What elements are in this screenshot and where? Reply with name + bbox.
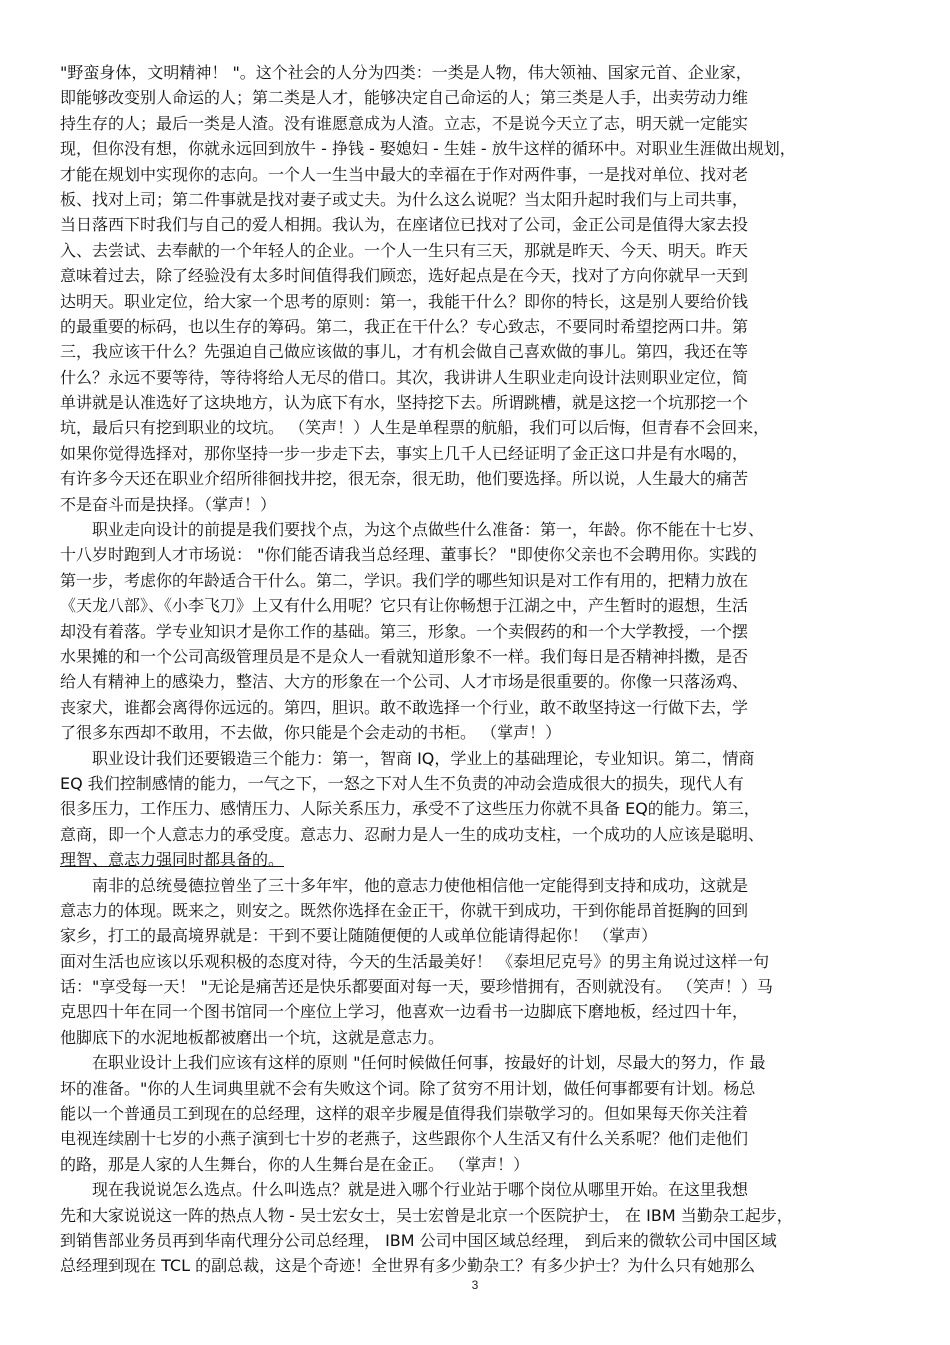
paragraph-4 — [60, 873, 890, 1051]
text-line: 意味着过去，除了经验没有太多时间值得我们顾恋，选好起点是在今天，找对了方向你就早一天到 — [60, 266, 749, 286]
text-line: 却没有着落。学专业知识才是你工作的基础。第三，形象。一个卖假药的和一个大学教授，一个摆 — [60, 621, 749, 641]
text-line: 南非的总统曼德拉曾坐了三十多年牢，他的意志力使他相信他一定能得到支持和成功，这就是 — [92, 875, 749, 895]
text-line: 意商，即一个人意志力的承受度。意志力、忍耐力是人一生的成功支柱，一个成功的人应该是聪明、 — [60, 824, 765, 844]
text-line: 了很多东西却不敢用，不去做，你只能是个会走动的书柜。 （掌声！） — [60, 723, 562, 743]
text-line: 的最重要的标码，也以生存的筹码。第二，我正在干什么？专心致志，不要同时希望挖两口井。第 — [60, 316, 749, 336]
text-line: 能以一个普通员工到现在的总经理，这样的艰辛步履是值得我们崇敬学习的。但如果每天你关注着 — [60, 1104, 749, 1124]
text-line: 持生存的人；最后一类是人渣。没有谁愿意成为人渣。立志，不是说今天立了志，明天就一定能实 — [60, 113, 749, 133]
text-line: 达明天。职业定位，给大家一个思考的原则：第一，我能干什么？即你的特长，这是别人要给价钱 — [60, 291, 749, 311]
text-line: 十八岁时跑到人才市场说： "你们能否请我当总经理、董事长？ "即使你父亲也不会聘用你。实践的 — [60, 545, 757, 565]
text-line: 如果你觉得选择对，那你坚持一步一步走下去，事实上几千人已经证明了金正这口井是有水喝的， — [60, 443, 749, 463]
text-line: 即能够改变别人命运的人；第二类是人才，能够决定自己命运的人；第三类是人手，出卖劳动力维 — [60, 88, 749, 108]
text-line: 三，我应该干什么？先强迫自己做应该做的事儿，才有机会做自己喜欢做的事儿。第四，我还在等 — [60, 342, 749, 362]
paragraph-2 — [60, 517, 890, 746]
text-line: 在职业设计上我们应该有这样的原则 "任何时候做任何事，按最好的计划，尽最大的努力，作 最 — [92, 1053, 766, 1073]
page-number: 3 — [471, 1278, 479, 1292]
document-page — [60, 60, 890, 1279]
text-line: 的路，那是人家的人生舞台，你的人生舞台是在金正。 （掌声！） — [60, 1154, 530, 1174]
text-line: 职业设计我们还要锻造三个能力：第一，智商 IQ，学业上的基础理论，专业知识。第二，情商 — [92, 748, 755, 768]
text-line: 《天龙八部》、《小李飞刀》上又有什么用呢？它只有让你畅想于江湖之中，产生暂时的遐想，生活 — [60, 596, 749, 616]
text-line: 有许多今天还在职业介绍所徘徊找井挖，很无奈，很无助，他们要选择。所以说，人生最大的痛苦 — [60, 469, 749, 489]
text-line: 水果摊的和一个公司高级管理员是不是众人一看就知道形象不一样。我们每日是否精神抖擞，是否 — [60, 646, 749, 666]
text-line: 才能在规划中实现你的志向。一个人一生当中最大的幸福在于作对两件事，一是找对单位、找对老 — [60, 164, 749, 184]
underlined-text: 理智、意志力强同时都具备的。 — [60, 850, 285, 870]
text-line: 什么？永远不要等待，等待将给人无尽的借口。其次，我讲讲人生职业走向设计法则职业定位，简 — [60, 367, 749, 387]
text-line: 板、找对上司；第二件事就是找对妻子或丈夫。为什么这么说呢？当太阳升起时我们与上司共事， — [60, 189, 749, 209]
text-line: 入、去尝试、去奉献的一个年轻人的企业。一个人一生只有三天，那就是昨天、今天、明天。昨天 — [60, 240, 749, 260]
text-line: 他脚底下的水泥地板都被磨出一个坑，这就是意志力。 — [60, 1027, 445, 1047]
text-line: EQ 我们控制感情的能力，一气之下，一怒之下对人生不负责的冲动会造成很大的损失，现代人有 — [60, 773, 744, 793]
paragraph-6 — [60, 1177, 890, 1279]
text-line: 话："享受每一天！ "无论是痛苦还是快乐都要面对每一天，要珍惜拥有，否则就没有。 （笑声！）马 — [60, 977, 773, 997]
text-line: 现，但你没有想，你就永远回到放牛 - 挣钱 - 娶媳妇 - 生娃 - 放牛这样的循环中。对职业生涯做出规划， — [60, 139, 796, 159]
text-line: 意志力的体现。既来之，则安之。既然你选择在金正干，你就干到成功，干到你能昂首挺胸的回到 — [60, 900, 749, 920]
text-line: 单讲就是认准选好了这块地方，认为底下有水，坚持挖下去。所谓跳槽，就是这挖一个坑那挖一个 — [60, 393, 749, 413]
text-line: 家乡，打工的最高境界就是：干到不要让随随便便的人或单位能请得起你！ （掌声） — [60, 926, 658, 946]
text-line: 给人有精神上的感染力，整洁、大方的形象在一个公司、人才市场是很重要的。你像一只落汤鸡、 — [60, 672, 749, 692]
text-line: 到销售部业务员再到华南代理分公司总经理， IBM 公司中国区域总经理， 到后来的微软公司中国区域 — [60, 1230, 777, 1250]
text-line: 总经理到现在 TCL 的副总裁，这是个奇迹！全世界有多少勤杂工？有多少护士？为什么只有她那么 — [60, 1256, 756, 1276]
paragraph-1 — [60, 60, 890, 517]
text-line: 电视连续剧十七岁的小燕子演到七十岁的老燕子，这些跟你个人生活又有什么关系呢？他们走他们 — [60, 1129, 749, 1149]
text-line: 不是奋斗而是抉择。（掌声！） — [60, 494, 277, 514]
text-line: 克思四十年在同一个图书馆同一个座位上学习，他喜欢一边看书一边脚底下磨地板，经过四十年， — [60, 1002, 749, 1022]
paragraph-3 — [60, 746, 890, 873]
text-line: 第一步，考虑你的年龄适合干什么。第二，学识。我们学的哪些知识是对工作有用的，把精力放在 — [60, 570, 749, 590]
paragraph-5 — [60, 1050, 890, 1177]
text-line: 丧家犬，谁都会离得你远远的。第四，胆识。敢不敢选择一个行业，敢不敢坚持这一行做下去，学 — [60, 697, 749, 717]
text-line: 坏的准备。"你的人生词典里就不会有失败这个词。除了贫穷不用计划，做任何事都要有计划。杨总 — [60, 1078, 756, 1098]
text-line: 坑，最后只有挖到职业的坟坑。 （笑声！）人生是单程票的航船，我们可以后悔，但青春不会回来， — [60, 418, 770, 438]
text-line: "野蛮身体，文明精神！ "。这个社会的人分为四类：一类是人物，伟大领袖、国家元首、企业家， — [60, 63, 752, 82]
text-line: 现在我说说怎么选点。什么叫选点？就是进入哪个行业站于哪个岗位从哪里开始。在这里我想 — [92, 1180, 749, 1200]
text-line: 职业走向设计的前提是我们要找个点，为这个点做些什么准备：第一，年龄。你不能在十七岁、 — [92, 520, 765, 540]
text-line: 当日落西下时我们与自己的爱人相拥。我认为，在座诸位已找对了公司，金正公司是值得大家去投 — [60, 215, 749, 235]
text-line: 很多压力，工作压力、感情压力、人际关系压力，承受不了这些压力你就不具备 EQ的能力。第三， — [60, 799, 760, 819]
text-line: 面对生活也应该以乐观积极的态度对待，今天的生活最美好！ 《泰坦尼克号》的男主角说过这样一句 — [60, 951, 770, 971]
text-line-underlined — [60, 847, 890, 872]
text-line: 先和大家说说这一阵的热点人物 - 吴士宏女士，吴士宏曾是北京一个医院护士， 在 IBM 当勤杂工起步， — [60, 1205, 793, 1225]
